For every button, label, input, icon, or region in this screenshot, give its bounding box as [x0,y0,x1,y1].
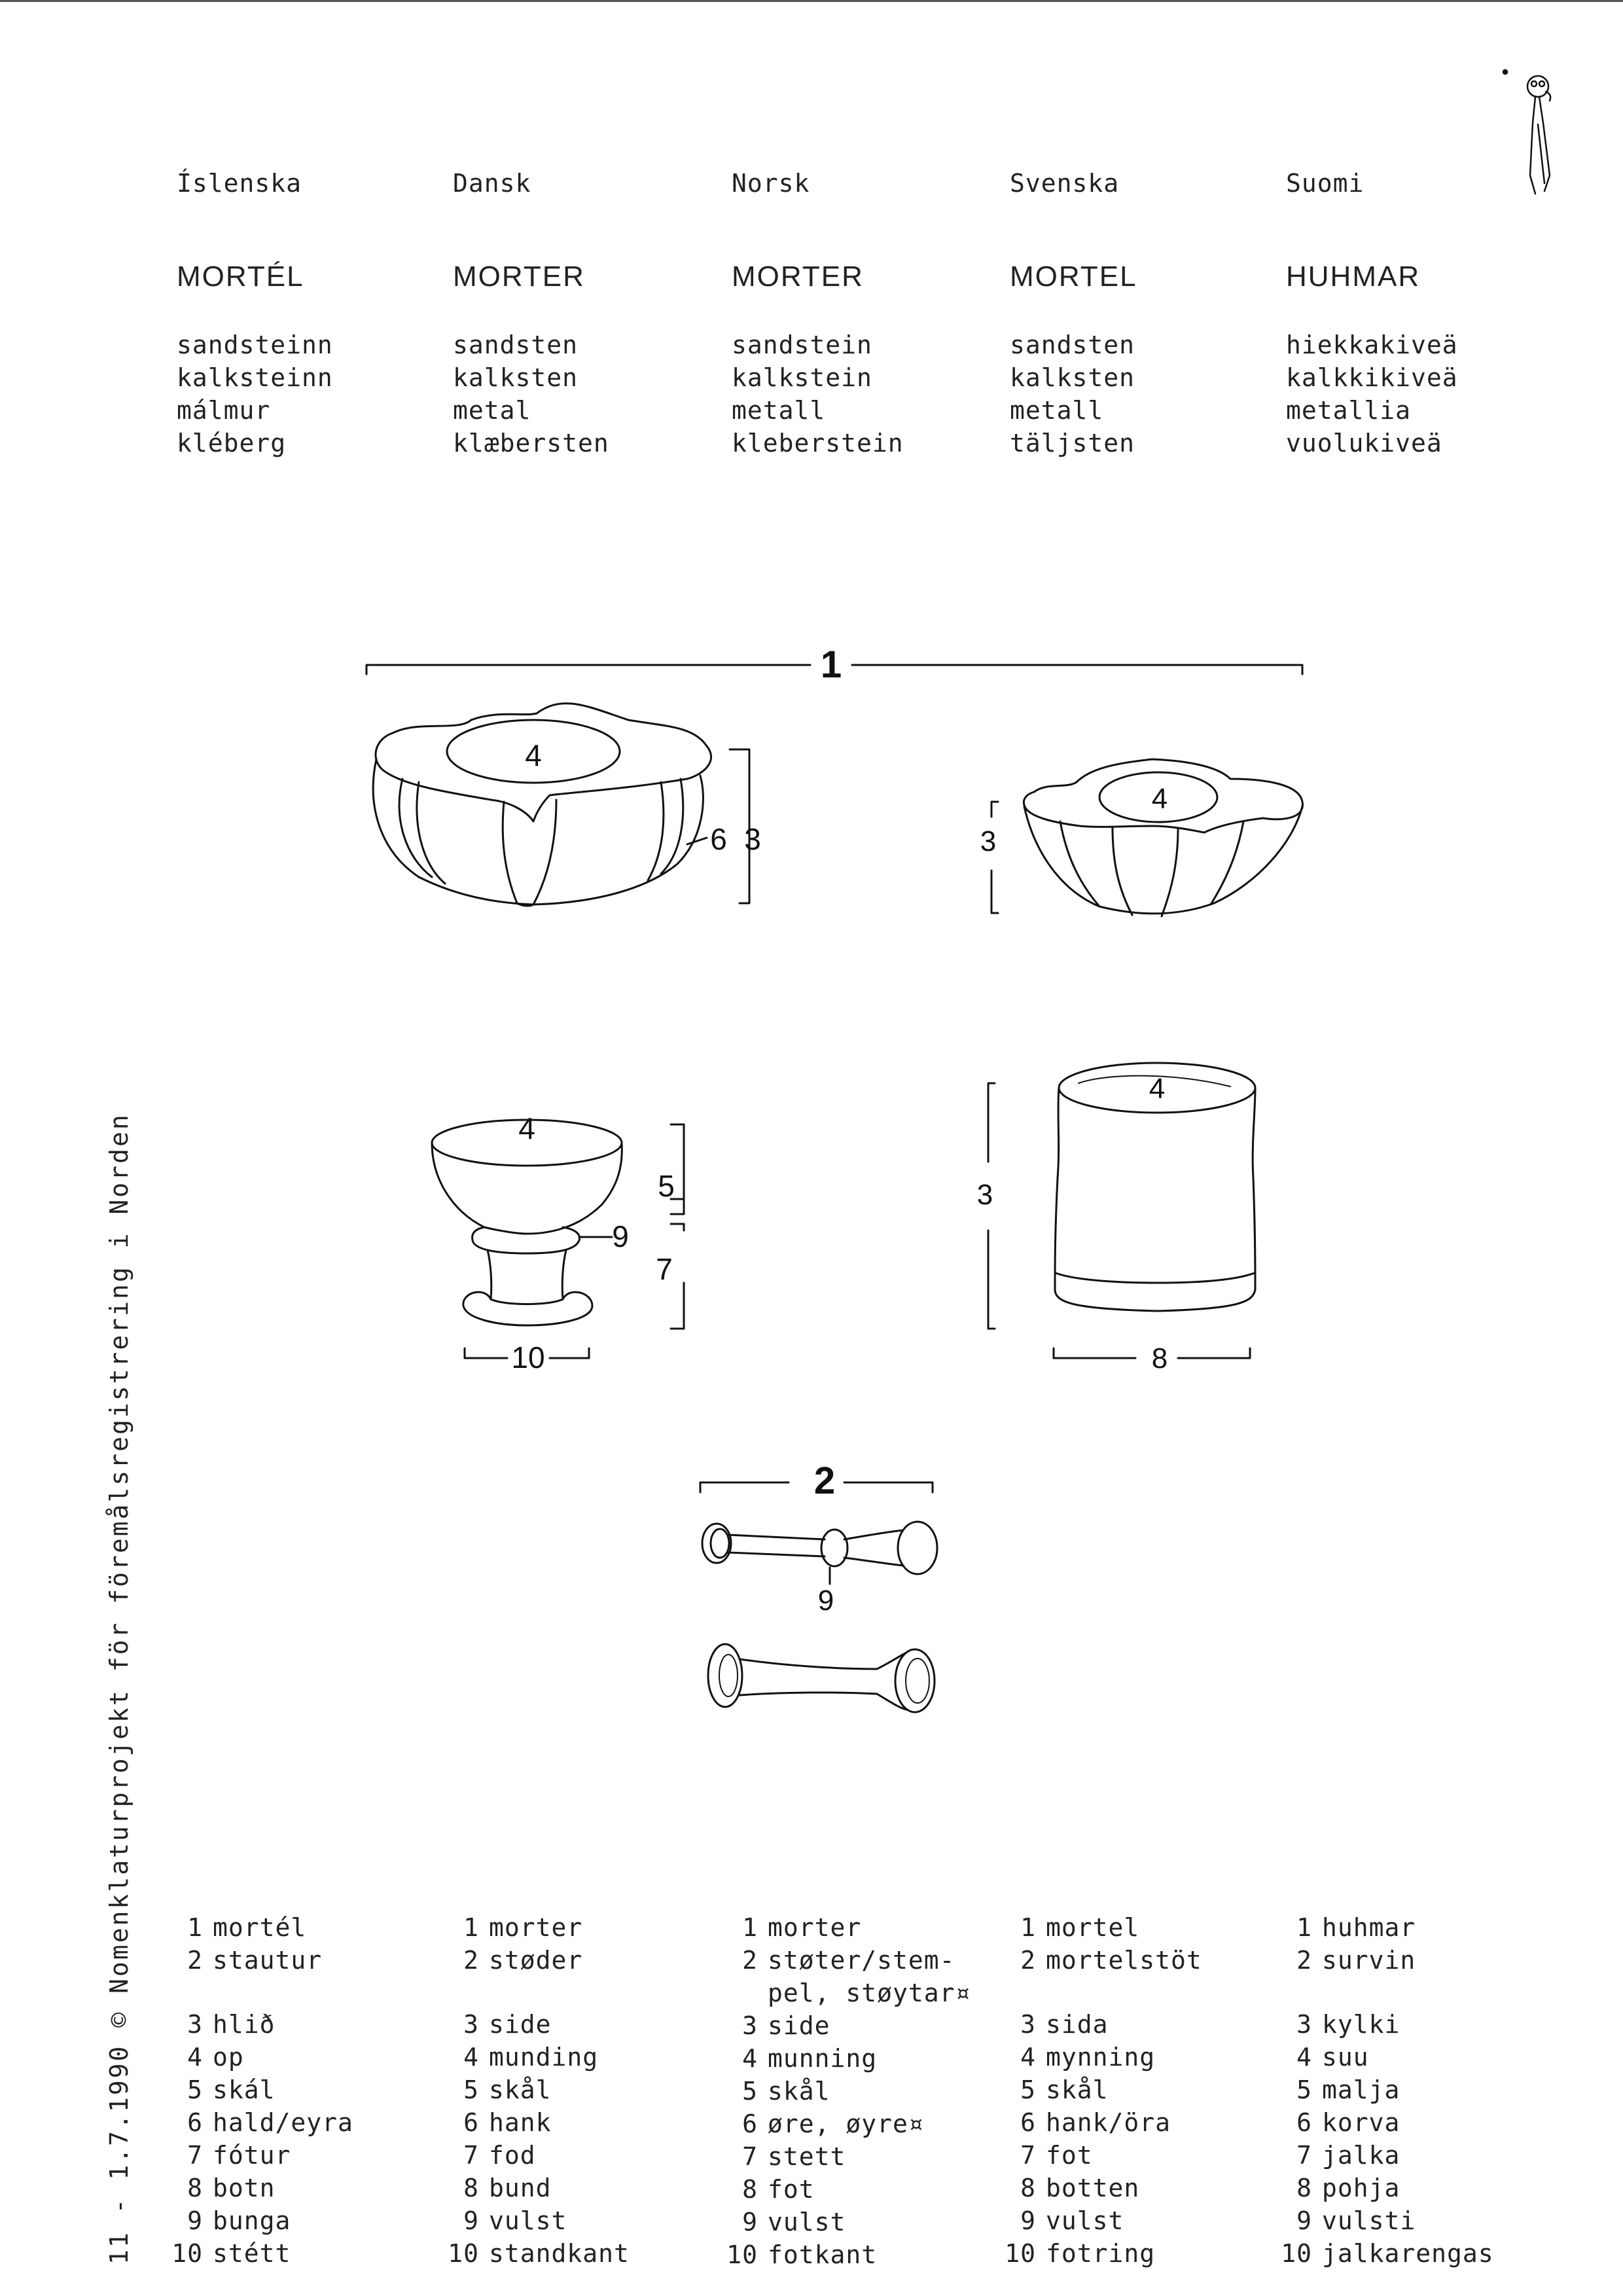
legend-term: bund [489,2174,552,2202]
legend-row [997,2139,1272,2172]
language-header-norwegian: Norsk [732,169,810,198]
legend-number: 9 [463,2206,479,2235]
legend-number: 8 [1296,2174,1312,2202]
material-item: kléberg [177,429,287,457]
legend-row [164,2172,438,2204]
legend-term: kylki [1322,2010,1400,2039]
legend-number: 10 [1281,2239,1312,2268]
legend-row [997,2106,1272,2139]
legend-row [1273,1944,1548,1977]
legend-term: bunga [213,2206,291,2235]
legend-term: støder [489,1946,583,1975]
legend-row [1273,2008,1548,2041]
legend-row [440,2073,715,2106]
legend-number: 8 [187,2174,203,2202]
legend-row [719,1977,993,2009]
legend-row [440,1944,715,1977]
term-finnish: HUHMAR [1286,260,1421,293]
legend-row [997,2041,1272,2073]
legend-row [1273,2172,1548,2204]
legend-row [719,2042,993,2075]
legend-row [719,1911,993,1944]
legend-term: side [768,2011,830,2040]
legend-term: botn [213,2174,276,2202]
legend-finnish [1273,1911,1548,2270]
legend-term: standkant [489,2239,630,2268]
legend-number: 2 [1296,1946,1312,1975]
legend-term: malja [1322,2075,1400,2104]
legend-number: 1 [742,1913,758,1942]
legend-row [164,2073,438,2106]
legend-term: survin [1322,1946,1416,1975]
legend-row [997,2172,1272,2204]
legend-row [440,2139,715,2172]
legend-number: 6 [742,2109,758,2138]
legend-number: 7 [1296,2141,1312,2170]
language-header-danish: Dansk [453,169,531,198]
legend-row [164,2139,438,2172]
material-item: sandsteinn [177,331,333,359]
material-item: sandstein [732,331,872,359]
legend-number: 2 [463,1946,479,1975]
stick-figure-logo [1503,70,1550,194]
legend-number: 5 [187,2075,203,2104]
legend-number: 1 [1296,1913,1312,1942]
legend-row [164,2237,438,2270]
language-header-icelandic: Íslenska [177,169,302,198]
legend-term: morter [768,1913,862,1942]
legend-number: 10 [171,2239,203,2268]
legend-row [440,2237,715,2270]
legend-row [1273,2204,1548,2237]
legend-number: 7 [463,2141,479,2170]
legend-number: 7 [1020,2141,1036,2170]
legend-term: stautur [213,1946,323,1975]
figure-label-5: 5 [658,1169,675,1203]
legend-number: 3 [463,2010,479,2039]
legend-danish [440,1911,715,2270]
legend-number: 6 [187,2108,203,2137]
legend-norwegian [719,1911,993,2271]
legend-number: 2 [187,1946,203,1975]
material-item: málmur [177,396,271,425]
mortar-lobed-small [980,759,1303,916]
legend-term: fótur [213,2141,291,2170]
legend-term: skål [489,2075,552,2104]
legend-term: mortel [1046,1913,1140,1942]
legend-row [719,2108,993,2140]
legend-term: pohja [1322,2174,1400,2202]
legend-number: 4 [742,2044,758,2073]
figure-label-1: 1 [820,643,842,686]
legend-term: stett [768,2142,846,2171]
legend-term: hlið [213,2010,276,2039]
figure-label-6: 6 [710,822,727,856]
legend-number: 3 [1020,2010,1036,2039]
mortar-cylindrical [977,1063,1255,1374]
figure-label-4c: 4 [518,1111,535,1145]
legend-row [440,2041,715,2073]
figure-label-10: 10 [511,1340,545,1374]
legend-term: fot [768,2175,815,2204]
pestle-illustrations [700,1460,937,1712]
legend-number: 3 [742,2011,758,2040]
legend-number: 9 [1296,2206,1312,2235]
legend-term: huhmar [1322,1913,1416,1942]
legend-term: mortél [213,1913,307,1942]
legend-row [1273,2041,1548,2073]
legend-term: op [213,2043,244,2072]
legend-number: 1 [187,1913,203,1942]
legend-row [164,2041,438,2073]
legend-row [719,1944,993,1977]
legend-row [1273,2073,1548,2106]
legend-number: 8 [463,2174,479,2202]
figure-label-7: 7 [656,1252,673,1286]
legend-number: 1 [1020,1913,1036,1942]
legend-number: 5 [463,2075,479,2104]
legend-row [164,2106,438,2139]
legend-row [164,1944,438,1977]
legend-number: 3 [187,2010,203,2039]
term-norwegian: MORTER [732,260,864,293]
material-item: täljsten [1010,429,1135,457]
legend-term: pel, støytar¤ [768,1979,971,2007]
mortar-lobed-large [373,704,761,906]
legend-number: 10 [726,2240,758,2269]
legend-number: 6 [1020,2108,1036,2137]
legend-row [1273,2106,1548,2139]
figure-label-9b: 9 [817,1585,834,1617]
term-icelandic: MORTÉL [177,260,304,293]
legend-number: 4 [1296,2043,1312,2072]
legend-term: mynning [1046,2043,1156,2072]
legend-row [719,2173,993,2206]
mortar-footed-bowl [432,1111,684,1374]
figure-label-4a: 4 [525,738,542,772]
legend-row [164,2008,438,2041]
legend-number: 6 [463,2108,479,2137]
legend-number: 10 [1005,2239,1036,2268]
material-item: sandsten [1010,331,1135,359]
legend-row [1273,2139,1548,2172]
legend-term: skál [213,2075,276,2104]
legend-term: vulst [1046,2206,1124,2235]
legend-row [997,2237,1272,2270]
legend-term: vulst [768,2208,846,2236]
language-header-swedish: Svenska [1010,169,1120,198]
legend-number: 4 [1020,2043,1036,2072]
legend-number: 4 [463,2043,479,2072]
dimension-1 [366,643,1302,686]
legend-row [719,2206,993,2238]
legend-row [1273,1911,1548,1944]
figure-label-3d: 3 [976,1179,993,1211]
material-item: kalkkikiveä [1286,363,1458,392]
legend-term: fod [489,2141,536,2170]
legend-spacer [164,1977,438,2008]
legend-term: fotkant [768,2240,878,2269]
legend-term: hald/eyra [213,2108,353,2137]
legend-row [440,2008,715,2041]
legend-number: 5 [1020,2075,1036,2104]
legend-term: vulst [489,2206,567,2235]
figure-label-8: 8 [1151,1342,1168,1374]
legend-term: mortelstöt [1046,1946,1202,1975]
legend-number: 9 [742,2208,758,2236]
legend-number: 8 [1020,2174,1036,2202]
legend-number: 8 [742,2175,758,2204]
legend-number: 7 [187,2141,203,2170]
legend-row [719,2009,993,2042]
material-item: metall [732,396,826,425]
legend-term: munding [489,2043,599,2072]
language-header-finnish: Suomi [1286,169,1364,198]
term-danish: MORTER [453,260,585,293]
legend-term: botten [1046,2174,1140,2202]
legend-row [997,2073,1272,2106]
legend-term: øre, øyre¤ [768,2109,924,2138]
material-item: metallia [1286,396,1412,425]
material-item: metall [1010,396,1104,425]
legend-row [440,1911,715,1944]
legend-term: jalka [1322,2141,1400,2170]
figure-label-3b: 3 [980,825,997,857]
legend-row [719,2075,993,2108]
legend-term: skål [1046,2075,1109,2104]
legend-term: hank [489,2108,552,2137]
legend-spacer [1273,1977,1548,2008]
legend-row [1273,2237,1548,2270]
material-item: klæbersten [453,429,609,457]
legend-swedish [997,1911,1272,2270]
document-side-note: 11 - 1.7.1990 © Nomenklaturprojekt för föremålsregistrering i Norden [105,1113,134,2265]
figure-label-4b: 4 [1151,783,1168,815]
legend-row [997,1911,1272,1944]
legend-row [164,1911,438,1944]
legend-number: 9 [187,2206,203,2235]
material-item: vuolukiveä [1286,429,1442,457]
legend-number: 5 [1296,2075,1312,2104]
legend-number: 2 [1020,1946,1036,1975]
legend-term: fotring [1046,2239,1156,2268]
legend-number: 6 [1296,2108,1312,2137]
legend-row [719,2238,993,2271]
legend-row [440,2204,715,2237]
legend-term: munning [768,2044,878,2073]
figure-label-4d: 4 [1149,1073,1166,1105]
legend-number: 2 [742,1946,758,1975]
legend-row [440,2172,715,2204]
legend-term: side [489,2010,552,2039]
legend-term: suu [1322,2043,1369,2072]
legend-term: jalkarengas [1322,2239,1494,2268]
material-item: metal [453,396,531,425]
figure-label-2: 2 [813,1460,836,1502]
legend-number: 7 [742,2142,758,2171]
legend-spacer [440,1977,715,2008]
legend-row [997,1944,1272,1977]
material-item: kalksten [1010,363,1135,392]
legend-row [719,2140,993,2173]
legend-icelandic [164,1911,438,2270]
material-item: kalkstein [732,363,872,392]
legend-number: 1 [463,1913,479,1942]
legend-term: korva [1322,2108,1400,2137]
material-item: hiekkakiveä [1286,331,1458,359]
legend-number: 5 [742,2077,758,2106]
figure-label-3a: 3 [744,822,761,856]
legend-number: 3 [1296,2010,1312,2039]
legend-number: 9 [1020,2206,1036,2235]
legend-term: støter/stem- [768,1946,955,1975]
legend-term: vulsti [1322,2206,1416,2235]
legend-term: sida [1046,2010,1109,2039]
legend-number: 10 [448,2239,479,2268]
legend-term: hank/öra [1046,2108,1171,2137]
legend-term: skål [768,2077,830,2106]
legend-number: 4 [187,2043,203,2072]
legend-term: morter [489,1913,583,1942]
legend-row [997,2204,1272,2237]
legend-row [997,2008,1272,2041]
legend-row [440,2106,715,2139]
legend-spacer [997,1977,1272,2008]
material-item: kalksteinn [177,363,333,392]
term-swedish: MORTEL [1010,260,1137,293]
material-item: sandsten [453,331,579,359]
legend-term: stétt [213,2239,291,2268]
material-item: kalksten [453,363,579,392]
material-item: kleberstein [732,429,904,457]
legend-term: fot [1046,2141,1093,2170]
legend-row [164,2204,438,2237]
figure-label-9a: 9 [612,1219,629,1253]
